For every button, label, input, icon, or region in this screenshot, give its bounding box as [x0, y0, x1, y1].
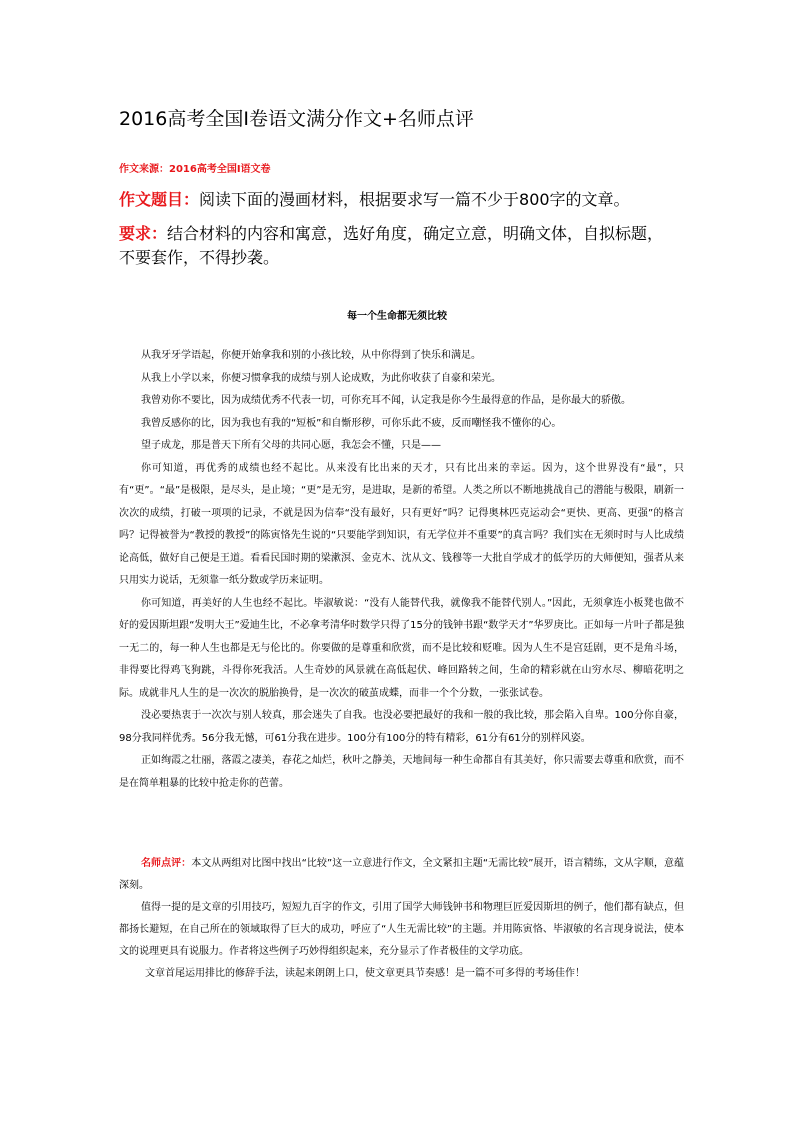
source-value: 2016高考全国Ⅰ语文卷: [169, 164, 271, 175]
essay-paragraph: 望子成龙，那是普天下所有父母的共同心愿，我怎会不懂，只是——: [141, 440, 441, 451]
comment-paragraph: 值得一提的是文章的引用技巧，短短九百字的作文，引用了国学大师钱钟书和物理巨匠爱因斯坦的例子，他们都有缺点，但都扬长避短，在自己所在的领域取得了巨大的成功，呼应了“人生无需比较”的主题。并用陈寅恪、毕淑敏的名言现身说法，使本文的说理更具有说服力。作者将这些例子巧妙得组织起来，充分显示了作者极佳的文学功底。: [119, 902, 684, 957]
comment-paragraph: [119, 853, 684, 897]
topic-label: 作文题目：: [119, 190, 200, 209]
document-title: 2016高考全国Ⅰ卷语文满分作文+名师点评: [119, 108, 474, 130]
essay-paragraph: 我曾反感你的比，因为我也有我的“短板”和自惭形秽，可你乐此不疲，反而嘲怪我不懂你的心。: [141, 417, 562, 429]
source-label: 作文来源：: [119, 164, 169, 175]
essay-paragraph: 从我牙牙学语起，你便开始拿我和别的小孩比较，从中你得到了快乐和满足。: [141, 350, 481, 361]
comment-label: 名师点评：: [141, 858, 192, 869]
essay-paragraph: 我曾劝你不要比，因为成绩优秀不代表一切，可你充耳不闻，认定我是你今生最得意的作品，是你最大的骄傲。: [141, 395, 631, 406]
requirements-text: 结合材料的内容和寓意，选好角度，确定立意，明确文体，自拟标题，不要套作，不得抄袭。: [119, 224, 664, 267]
essay-topic: [119, 188, 679, 212]
essay-source: [119, 160, 271, 175]
essay-title: 每一个生命都无须比较: [347, 311, 447, 322]
essay-paragraph: 你可知道，再美好的人生也经不起比。毕淑敏说：“没有人能替代我，就像我不能替代别人。”因此，无须拿连小板凳也做不好的爱因斯坦跟“发明大王”爱迪生比，不必拿考清华时数学只得了15分的钱钟书跟“数学天才”华罗庚比。正如每一片叶子都是独一无二的，每一种人生也都是无与伦比的。你要做的是尊重和欣赏，而不是比较和贬唯。因为人生不是宫廷剧，更不是角斗场，非得要比得鸡飞狗跳，斗得你死我活。人生奇妙的风景就在高低起伏、峰回路转之间，生命的精彩就在山穷水尽、柳暗花明之际。成就非凡人生的是一次次的脱胎换骨，是一次次的破茧成蝶，而非一个个分数，一张张试卷。: [119, 597, 684, 699]
essay-paragraph: 正如绚霞之壮丽，落霞之凄美，春花之灿烂，秋叶之静美，天地间每一种生命都自有其美好，你只需要去尊重和欣赏，而不是在简单粗暴的比较中抢走你的芭蕾。: [119, 755, 684, 789]
essay-paragraph: 从我上小学以来，你便习惯拿我的成绩与别人论成败，为此你收获了自豪和荣光。: [141, 372, 501, 384]
comment-paragraph: 文章首尾运用排比的修辞手法，读起来朗朗上口，使文章更具节奏感！是一篇不可多得的考场佳作！: [145, 968, 585, 979]
requirements-label: 要求：: [119, 224, 168, 243]
comment-first-text: 本文从两组对比图中找出“比较”这一立意进行作文，全文紧扣主题“无需比较”展开，语言精练，文从字顺，意蕴深刻。: [119, 858, 685, 891]
essay-paragraph: 你可知道，再优秀的成绩也经不起比。从来没有比出来的天才，只有比出来的幸运。因为，这个世界没有“最”，只有“更”。“最”是极限，是尽头，是止境；“更”是无穷，是进取，是新的希望。人类之所以不断地挑战自己的潜能与极限，刷新一次次的成绩，打破一项项的记录，不就是因为信奉“没有最好，只有更好”吗？记得奥林匹克运动会“更快、更高、更强”的格言吗？记得被誉为“教授的教授”的陈寅恪先生说的“只要能学到知识，有无学位并不重要”的真言吗？我们实在无须时时与人比成绩论高低，做好自己便是王道。看看民国时期的梁漱溟、金克木、沈从文、钱穆等一大批自学成才的低学历的大师便知，强者从来只用实力说话，无须靠一纸分数或学历来证明。: [119, 462, 684, 586]
essay-body: [119, 345, 684, 795]
teacher-comment: [119, 853, 684, 985]
essay-requirements: [119, 222, 679, 270]
topic-text: 阅读下面的漫画材料，根据要求写一篇不少于800字的文章。: [199, 190, 630, 209]
essay-paragraph: 没必要热衷于一次次与别人较真，那会迷失了自我。也没必要把最好的我和一般的我比较，那会陷入自卑。100分你自豪，98分我同样优秀。56分我无憾，可61分我在进步。100分有100分的特有精彩，61分有61分的别样风姿。: [119, 710, 684, 744]
